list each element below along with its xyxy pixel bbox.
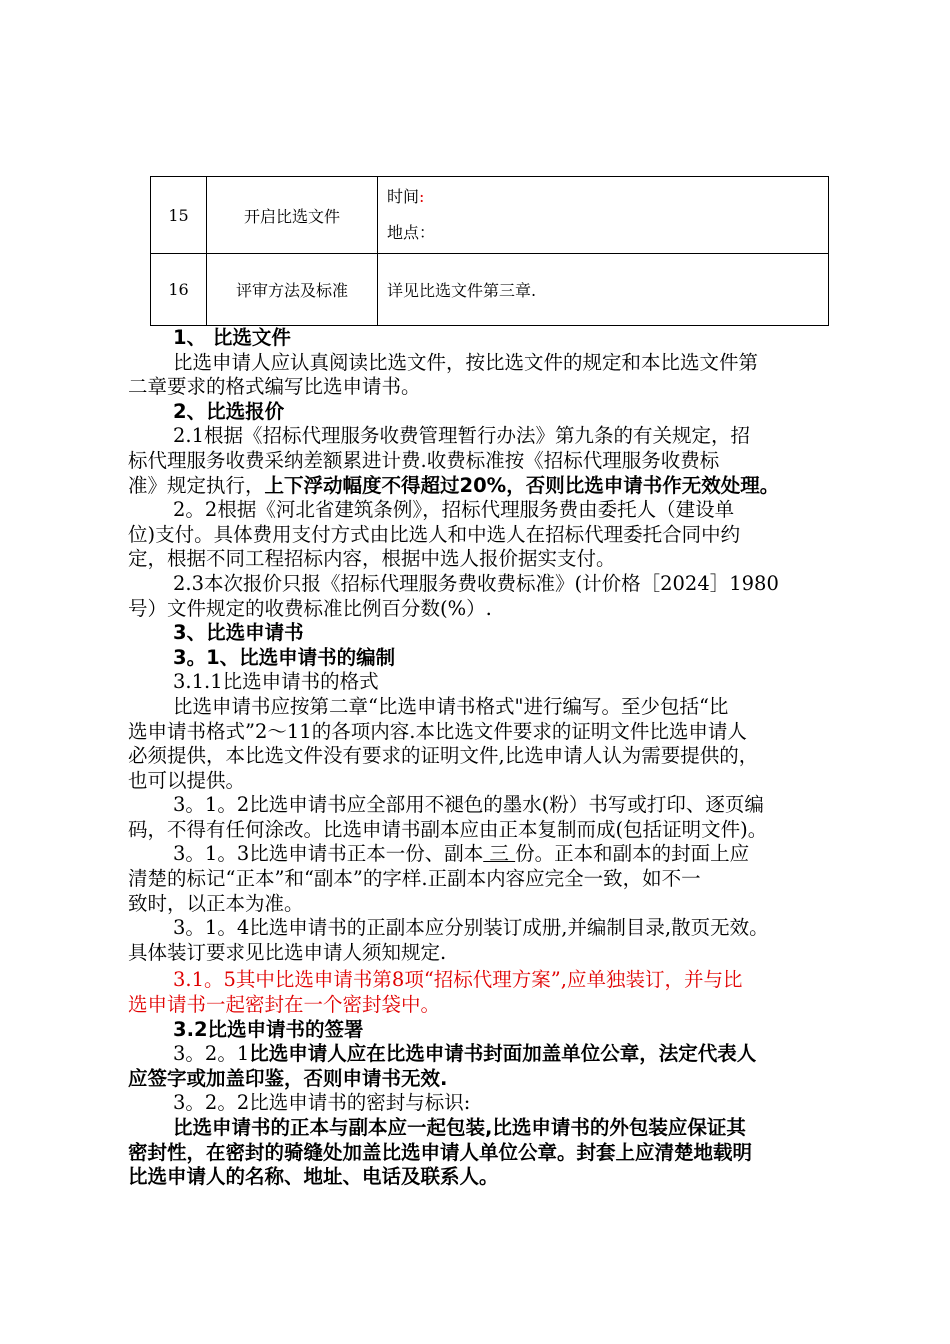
paragraph-red: 3.1。5其中比选申请书第8项“招标代理方案”,应单独装订，并与比 [173,968,743,992]
paragraph-bold: 比选申请书的正本与副本应一起包装,比选申请书的外包装应保证其 [173,1116,746,1139]
paragraph: 3。1。2比选申请书应全部用不褪色的墨水(粉）书写或打印、逐页编 [173,793,764,817]
paragraph-bold: 密封性，在密封的骑缝处加盖比选申请人单位公章。封套上应清楚地载明 [128,1140,753,1164]
paragraph: 致时，以正本为准。 [128,891,304,915]
paragraph: 标代理服务收费采纳差额累进计费.收费标准按《招标代理服务收费标 [128,448,720,472]
section-3-heading: 3、比选申请书 [173,621,304,645]
section-2-heading: 2、比选报价 [173,399,285,423]
paragraph: 比选申请人应认真阅读比选文件，按比选文件的规定和本比选文件第 [173,350,759,374]
paragraph: 定，根据不同工程招标内容，根据中选人报价据实支付。 [128,547,616,571]
place-line: 地点： [387,223,436,242]
row-content: 详见比选文件第三章. [378,254,829,326]
section-1-heading: 1、 比选文件 [173,326,291,349]
paragraph: 2。2根据《河北省建筑条例》，招标代理服务费由委托人（建设单 [173,498,735,522]
time-colon: : [419,187,425,206]
info-table [150,176,829,326]
paragraph-red: 选申请书一起密封在一个密封袋中。 [128,993,441,1017]
row-item: 开启比选文件 [207,177,378,254]
paragraph [128,1042,848,1067]
paragraph-bold: 应签字或加盖印鉴，否则申请书无效. [128,1066,448,1090]
row-number: 15 [151,177,207,254]
paragraph: 必须提供，本比选文件没有要求的证明文件,比选申请人认为需要提供的， [128,744,759,768]
table-row [151,254,829,326]
time-line [387,179,828,215]
paragraph: 2.3本次报价只报《招标代理服务费收费标准》(计价格［2024］1980 [173,571,779,595]
paragraph: 3。2。2比选申请书的密封与标识: [173,1091,471,1115]
text-normal: 准》规定执行， [128,473,265,497]
paragraph: 也可以提供。 [128,768,246,792]
paragraph [128,842,848,867]
row-number: 16 [151,254,207,326]
text-normal: 3。1。3比选申请书正本一份、副本 [173,842,484,866]
paragraph: 码，不得有任何涂改。比选申请书副本应由正本复制而成(包括证明文件)。 [128,817,768,841]
text-normal: 份。正本和副本的封面上应 [515,842,750,866]
text-normal: 3。2。1 [173,1042,250,1066]
paragraph [128,474,848,499]
paragraph: 位)支付。具体费用支付方式由比选人和中选人在招标代理委托合同中约 [128,522,741,546]
paragraph-bold: 比选申请人的名称、地址、电话及联系人。 [128,1165,499,1189]
row-item: 评审方法及标准 [207,254,378,326]
paragraph: 选申请书格式”2～11的各项内容.本比选文件要求的证明文件比选申请人 [128,719,747,743]
paragraph: 2.1根据《招标代理服务收费管理暂行办法》第九条的有关规定，招 [173,424,751,448]
document-body [128,326,848,1190]
table-row [151,177,829,254]
paragraph: 二章要求的格式编写比选申请书。 [128,375,421,399]
paragraph: 3.1.1比选申请书的格式 [173,670,379,694]
text-bold: 上下浮动幅度不得超过20%，否则比选申请书作无效处理。 [264,473,780,497]
paragraph: 号）文件规定的收费标准比例百分数(%）. [128,596,492,620]
paragraph: 3。1。4比选申请书的正副本应分别装订成册,并编制目录,散页无效。 [173,916,769,940]
time-label: 时间 [387,187,420,206]
copy-count: 三 [483,842,516,866]
paragraph: 具体装订要求见比选申请人须知规定. [128,940,447,964]
paragraph: 比选申请书应按第二章“比选申请书格式"进行编写。至少包括“比 [173,694,729,718]
subsection-heading: 3。1、比选申请书的编制 [173,645,396,669]
subsection-heading: 3.2比选申请书的签署 [173,1017,364,1041]
text-bold: 比选申请人应在比选申请书封面加盖单位公章，法定代表人 [249,1042,757,1066]
row-content [378,177,829,254]
paragraph: 清楚的标记“正本”和“副本”的字样.正副本内容应完全一致，如不一 [128,867,701,891]
